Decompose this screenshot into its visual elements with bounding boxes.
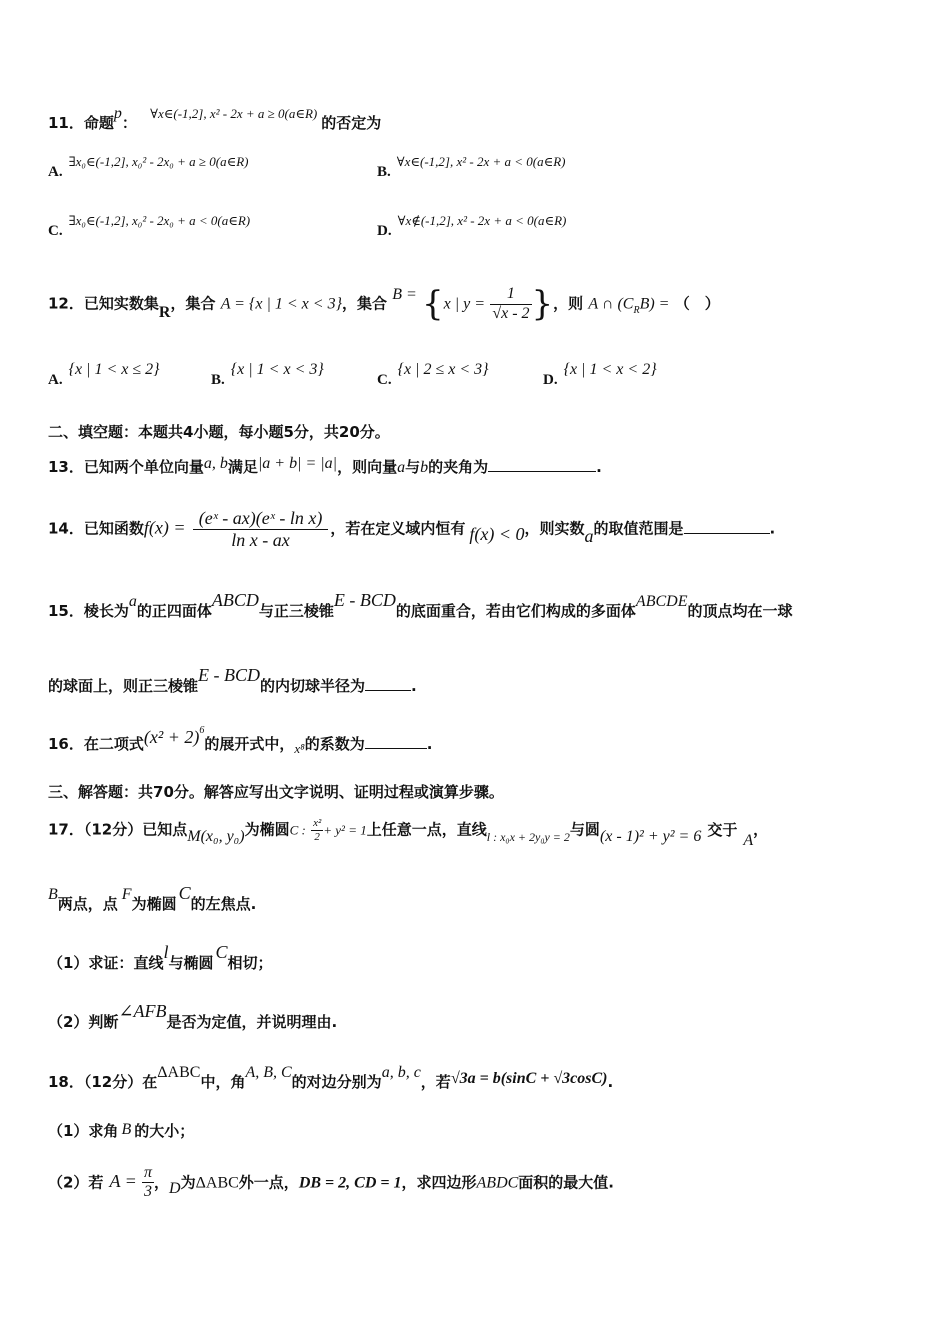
fraction-numerator: 1 <box>490 285 531 304</box>
q13-answer-blank[interactable] <box>488 457 596 472</box>
q18-label: 18．（12分）在 <box>48 1073 158 1091</box>
right-brace: } <box>531 284 554 324</box>
q12-setB-left: B = <box>392 285 417 303</box>
q17-part2 <box>48 1001 338 1032</box>
option-letter: D. <box>543 372 558 388</box>
fraction-denominator: ln x - ax <box>231 529 290 550</box>
q16-binomial: (x² + 2) <box>143 727 200 747</box>
fraction-numerator: x² <box>313 817 322 829</box>
q17-circle: (x - 1)² + y² = 6 <box>599 827 702 845</box>
q16-mid: 的展开式中， <box>204 735 295 753</box>
option-letter: B. <box>377 164 391 180</box>
q14-tail: 的取值范围是 <box>593 519 684 538</box>
q18-p2-condition: DB = 2, CD = 1 <box>298 1174 402 1192</box>
q17-B: B <box>48 886 58 903</box>
option-letter: C. <box>48 223 63 239</box>
q18-t1: 中，角 <box>200 1073 246 1091</box>
q11-stem <box>48 105 382 133</box>
q17-p1-C: C <box>215 942 228 962</box>
q17-t4: 交于 <box>707 820 738 839</box>
q17-p1-label: （1）求证：直线 <box>48 954 164 972</box>
q12-paren: （ ） <box>674 294 720 313</box>
q18-sides: a, b, c <box>381 1064 421 1081</box>
q15-t1: 的正四面体 <box>136 602 212 620</box>
q15-t4: 的顶点均在一球 <box>687 602 793 620</box>
q17-p2-angle: ∠AFB <box>118 1001 167 1021</box>
q12-option-d[interactable] <box>543 361 657 389</box>
q17-p1-l: l <box>163 942 169 962</box>
q12-mid2: ，集合 <box>341 294 387 313</box>
q18-stem <box>48 1064 614 1092</box>
q17-comma: ， <box>753 820 769 839</box>
q13-condition: |a + b| = |a| <box>257 455 338 472</box>
fraction-numerator: (eˣ - ax)(eˣ - ln x) <box>193 508 329 530</box>
q13-label: 13．已知两个单位向量 <box>48 458 204 476</box>
q17-F: F <box>121 886 132 903</box>
q17-p1-mid: 与椭圆 <box>168 954 214 972</box>
q13-mid2: ，则向量 <box>337 458 398 476</box>
q12-expr: A ∩ (C <box>588 295 634 313</box>
q17-t5: 两点，点 <box>57 895 118 913</box>
q18-p1-label: （1）求角 <box>48 1122 119 1140</box>
option-text: ∃x₀∈(-1,2], x₀² - 2x₀ + a < 0(a∈R) <box>68 213 251 228</box>
q11-statement: ∀x∈(-1,2], x² - 2x + a ≥ 0(a∈R) <box>150 106 318 121</box>
q17-C2: C <box>178 883 191 903</box>
q18-p2-t3: ，求四边形 <box>401 1173 477 1192</box>
q17-stem-line1 <box>48 817 769 849</box>
q18-t2: 的对边分别为 <box>291 1073 382 1091</box>
q18-p2-label: （2）若 <box>48 1173 104 1192</box>
q18-p2-tail: 面积的最大值. <box>518 1173 614 1192</box>
q15-t2: 与正三棱锥 <box>258 602 334 620</box>
q17-t7: 的左焦点. <box>190 895 257 913</box>
q15-end: . <box>411 677 417 695</box>
fraction-denominator: √x - 2 <box>492 304 530 322</box>
q18-angles: A, B, C <box>245 1064 292 1081</box>
q14-end: . <box>769 519 776 538</box>
q12-stem <box>48 284 720 324</box>
left-brace: { <box>422 284 444 324</box>
q15-abcde: ABCDE <box>635 593 688 610</box>
q18-p2-t2: 外一点， <box>238 1173 299 1192</box>
q12-mid1: ，集合 <box>170 294 216 313</box>
q13-b: b <box>420 459 429 476</box>
q18-p1-tail: 的大小； <box>134 1122 195 1140</box>
q16-stem <box>48 725 433 756</box>
q15-abcd: ABCD <box>211 590 259 610</box>
option-letter: A. <box>48 372 63 388</box>
q12-setA: A = {x | 1 < x < 3} <box>220 295 342 313</box>
fraction-denominator: 3 <box>144 1183 152 1201</box>
q11-colon: ： <box>121 114 137 132</box>
q12-expr-end: B) = <box>639 295 670 313</box>
q14-answer-blank[interactable] <box>684 519 770 534</box>
option-text: {x | 1 < x < 3} <box>230 361 324 378</box>
q18-p2-D: D <box>169 1180 181 1198</box>
q11-tail: 的否定为 <box>321 114 382 132</box>
q12-setB-fraction <box>490 285 531 323</box>
q17-A: A <box>743 831 754 849</box>
q18-t3: ，若 <box>420 1073 451 1091</box>
q17-t2: 上任意一点，直线 <box>366 820 487 839</box>
q18-p2-quad: ABDC <box>476 1174 519 1192</box>
q15-ebcd-2: E - BCD <box>198 665 261 685</box>
fraction-numerator: π <box>142 1164 154 1183</box>
q14-stem <box>48 508 775 550</box>
fraction-denominator: 2 <box>314 830 320 843</box>
q15-answer-blank[interactable] <box>365 676 411 691</box>
q17-C: C : <box>289 822 306 838</box>
q16-label: 16．在二项式 <box>48 735 144 753</box>
section-solution-heading: 三、解答题：共70分。解答应写出文字说明、证明过程或演算步骤。 <box>48 783 504 801</box>
q14-condition: f(x) < 0 <box>469 523 525 544</box>
q15-stem-line2 <box>48 665 417 696</box>
q17-part1 <box>48 942 273 973</box>
q11-label: 11．命题 <box>48 114 114 132</box>
q18-p2-t1: 为 <box>180 1173 196 1192</box>
q13-vectors: a, b <box>203 455 228 472</box>
q15-stem-line1 <box>48 590 793 621</box>
q17-t6: 为椭圆 <box>131 895 177 913</box>
q16-answer-blank[interactable] <box>365 734 427 749</box>
option-text: ∀x∉(-1,2], x² - 2x + a < 0(a∈R) <box>397 213 567 228</box>
q14-fx: f(x) = <box>143 517 186 538</box>
q17-label: 17．（12分）已知点 <box>48 820 188 839</box>
q17-p2-label: （2）判断 <box>48 1013 119 1031</box>
q18-p2-fraction <box>142 1164 154 1202</box>
q15-ebcd: E - BCD <box>333 590 396 610</box>
q14-mid: ，若在定义域内恒有 <box>330 519 466 538</box>
q18-part2 <box>48 1164 614 1202</box>
q12-setB-inner: x | y = <box>443 295 486 313</box>
q15-line2-tail: 的内切球半径为 <box>260 677 366 695</box>
option-text: ∀x∈(-1,2], x² - 2x + a < 0(a∈R) <box>396 154 566 169</box>
q18-p2-comma: ， <box>154 1173 170 1192</box>
q16-tail: 的系数为 <box>304 735 365 753</box>
q17-t1: 为椭圆 <box>244 820 290 839</box>
q11-p: p <box>113 105 122 122</box>
q12-mid3: ，则 <box>553 294 584 313</box>
q15-label: 15．棱长为 <box>48 602 129 620</box>
q16-end: . <box>426 735 433 753</box>
q18-end: . <box>607 1073 614 1091</box>
option-letter: D. <box>377 223 392 239</box>
q13-stem <box>48 456 602 477</box>
q17-line-l: l : x₀x + 2y₀y = 2 <box>486 829 570 844</box>
q14-label: 14．已知函数 <box>48 519 144 538</box>
q13-end: . <box>596 458 602 476</box>
q16-x8: x⁸ <box>294 741 305 756</box>
option-letter: A. <box>48 164 63 180</box>
q15-line2-start: 的球面上，则正三棱锥 <box>48 677 199 695</box>
q15-t3: 的底面重合，若由它们构成的多面体 <box>395 602 636 620</box>
option-text: ∃x₀∈(-1,2], x₀² - 2x₀ + a ≥ 0(a∈R) <box>68 154 249 169</box>
q12-expr-sub: R <box>633 304 640 316</box>
section-fill-in-heading: 二、填空题：本题共4小题，每小题5分，共20分。 <box>48 423 390 441</box>
q18-p1-B: B <box>121 1121 132 1138</box>
q13-mid: 满足 <box>227 458 258 476</box>
q12-R: R <box>158 303 171 321</box>
option-text: {x | 1 < x < 2} <box>563 361 657 378</box>
q17-stem-line2 <box>48 883 257 914</box>
option-text: {x | 2 ≤ x < 3} <box>397 361 489 378</box>
q17-point-M: M(x₀, y₀) <box>187 827 245 845</box>
q12-option-b[interactable] <box>211 361 324 389</box>
q13-yu: 与 <box>405 458 421 476</box>
q12-option-c[interactable] <box>377 361 489 389</box>
q18-p2-triangle: ΔABC <box>195 1174 239 1192</box>
q17-p2-tail: 是否为定值，并说明理由. <box>166 1013 338 1031</box>
q16-power: 6 <box>199 725 205 736</box>
option-letter: B. <box>211 372 225 388</box>
q17-ellipse-rest: + y² = 1 <box>323 822 367 838</box>
q14-fraction <box>193 508 329 550</box>
q12-option-a[interactable] <box>48 361 160 389</box>
q13-a: a <box>397 459 406 476</box>
q17-ellipse-fraction <box>311 817 323 843</box>
option-text: {x | 1 < x ≤ 2} <box>68 361 160 378</box>
q18-part1 <box>48 1120 194 1141</box>
q14-a: a <box>584 525 594 546</box>
q13-tail: 的夹角为 <box>428 458 489 476</box>
q18-equation: √3a = b(sinC + √3cosC) <box>450 1070 608 1087</box>
q17-t3: 与圆 <box>569 820 600 839</box>
q15-a: a <box>128 593 137 610</box>
q14-mid2: ，则实数 <box>524 519 585 538</box>
q12-label: 12．已知实数集 <box>48 294 159 313</box>
q18-p2-A: A = <box>109 1171 137 1192</box>
q18-triangle: ΔABC <box>157 1064 201 1081</box>
option-letter: C. <box>377 372 392 388</box>
q17-p1-tail: 相切； <box>227 954 273 972</box>
